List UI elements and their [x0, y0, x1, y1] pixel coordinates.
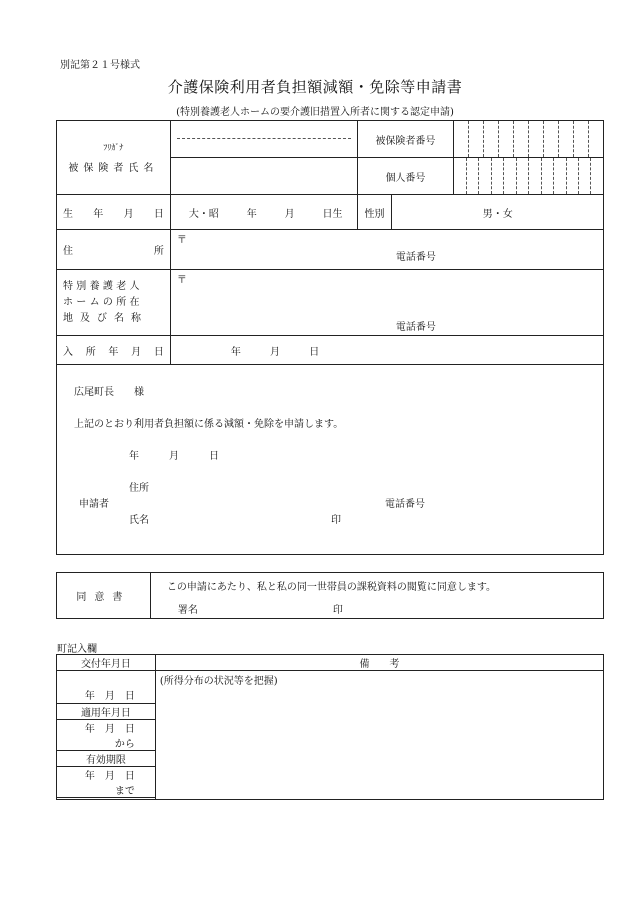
consent-table [56, 572, 604, 619]
applicant-seal-mark: 印 [331, 515, 341, 526]
address-label: 住 所 [57, 230, 171, 270]
consent-signature-label: 署名 [177, 605, 198, 616]
remarks-label: 備 考 [155, 655, 603, 671]
facility-field[interactable] [170, 270, 603, 336]
consent-text: この申請にあたり、私と私の同一世帯員の課税資料の閲覧に同意します。 [166, 582, 497, 593]
facility-label: 特別養護老人 ホームの所在 地及び名称 [57, 270, 171, 336]
gender-value[interactable]: 男・女 [392, 195, 604, 230]
declaration-date[interactable]: 年 月 日 [129, 451, 219, 462]
facility-phone-label: 電話番号 [395, 322, 436, 333]
form-number: 別記第２１号様式 [60, 60, 140, 71]
validity-label: 有効期限 [57, 751, 156, 767]
remarks-field[interactable] [155, 671, 603, 800]
birthdate-label: 生 年 月 日 [57, 195, 171, 230]
gender-label: 性別 [357, 195, 392, 230]
page-subtitle: (特別養護老人ホームの要介護旧措置入所者に関する認定申請) [176, 107, 454, 118]
furigana-label: ﾌﾘｶﾞﾅ [103, 142, 124, 152]
insured-name-text: 被保険者氏名 [68, 162, 159, 174]
declaration-section [57, 365, 604, 555]
consent-field[interactable] [150, 573, 603, 619]
apply-date-value[interactable]: 年 月 日 [57, 720, 156, 736]
consent-seal-mark: 印 [332, 605, 343, 616]
birthdate-day: 日生 [322, 208, 343, 220]
admission-day: 日 [309, 346, 320, 358]
apply-date-label: 適用年月日 [57, 704, 156, 720]
consent-label: 同意書 [57, 573, 151, 619]
admission-label: 入 所 年 月 日 [57, 336, 171, 365]
validity-until-label: まで [57, 782, 156, 798]
insured-number-field[interactable] [454, 121, 604, 158]
applicant-label: 申請者 [79, 499, 109, 510]
validity-value[interactable]: 年 月 日 [57, 767, 156, 783]
applicant-name-label: 氏名 [129, 515, 149, 526]
issue-date-field-top[interactable] [57, 671, 156, 687]
application-table [56, 120, 604, 555]
facility-postal-mark: 〒 [176, 275, 187, 286]
admission-year: 年 [230, 346, 241, 358]
address-phone-label: 電話番号 [395, 252, 436, 263]
page-title: 介護保険利用者負担額減額・免除等申請書 [167, 78, 463, 96]
declaration-statement: 上記のとおり利用者負担額に係る減額・免除を申請します。 [74, 419, 344, 430]
postal-mark: 〒 [176, 235, 187, 246]
issue-date-label: 交付年月日 [57, 655, 156, 671]
office-spacer [57, 798, 156, 800]
applicant-address-label: 住所 [129, 483, 149, 494]
birthdate-month: 月 [284, 208, 295, 220]
birthdate-era: 大・昭 [188, 208, 219, 220]
office-table [56, 654, 604, 800]
admission-month: 月 [270, 346, 281, 358]
personal-number-field[interactable] [454, 158, 604, 195]
birthdate-field[interactable] [170, 195, 357, 230]
personal-number-label: 個人番号 [357, 158, 454, 195]
applicant-phone-label: 電話番号 [385, 499, 425, 510]
remarks-note: (所得分布の状況等を把握) [159, 676, 278, 687]
insured-name-field[interactable] [170, 158, 357, 195]
address-field[interactable] [170, 230, 603, 270]
insured-name-label [57, 121, 171, 195]
issue-date-value[interactable]: 年 月 日 [57, 687, 156, 704]
insured-number-label: 被保険者番号 [357, 121, 454, 158]
office-section-label: 町記入欄 [57, 644, 97, 655]
admission-field[interactable] [170, 336, 603, 365]
mayor-addressee: 広尾町長 様 [74, 387, 144, 398]
apply-from-label: から [57, 735, 156, 751]
furigana-field[interactable] [170, 121, 357, 158]
birthdate-year: 年 [246, 208, 257, 220]
